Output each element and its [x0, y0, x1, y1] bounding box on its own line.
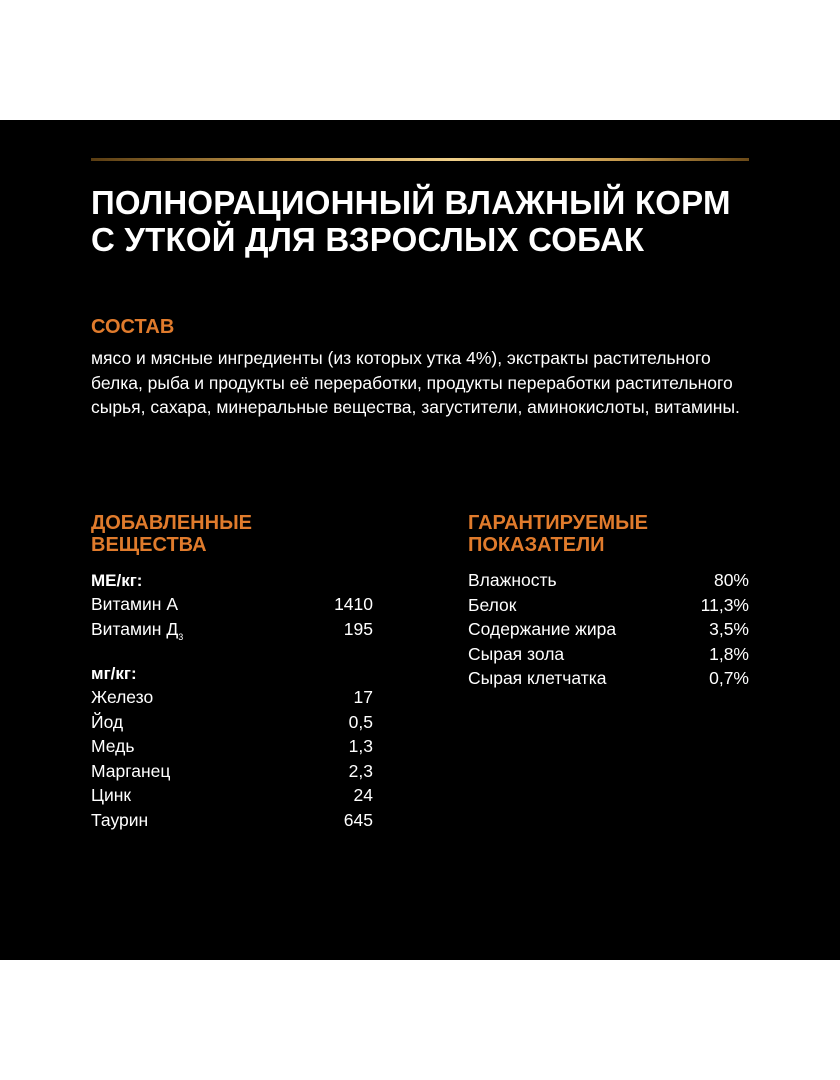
item-value: 0,7%	[709, 668, 749, 688]
item-value: 1410	[334, 594, 373, 614]
list-item	[91, 710, 373, 735]
list-item	[91, 734, 373, 759]
guaranteed-values-heading-line-1: ГАРАНТИРУЕМЫЕ	[468, 512, 649, 534]
guaranteed-values-heading	[468, 512, 728, 556]
item-value: 195	[343, 618, 373, 639]
item-value: 17	[353, 687, 373, 707]
item-name-subscript: 3	[178, 631, 184, 642]
item-value: 11,3%	[700, 594, 749, 615]
list-item	[91, 685, 373, 710]
me-per-kg-label: МЕ/кг:	[91, 571, 143, 590]
item-name: Марганец	[91, 760, 171, 781]
gold-divider	[91, 158, 749, 161]
composition-text: мясо и мясные ингредиенты (из которых утка 4%), экстракты растительного белка, рыба и продукты её переработки, продукты переработки растительного сырья, сахара, минеральные вещества, загустители, аминокислоты, витамины.	[91, 348, 740, 417]
item-name: Медь	[91, 736, 135, 756]
list-item	[91, 759, 373, 784]
item-name	[91, 617, 183, 642]
product-title-line-1: ПОЛНОРАЦИОННЫЙ ВЛАЖНЫЙ КОРМ	[91, 184, 731, 221]
item-value: 3,5%	[709, 619, 749, 639]
added-substances-heading-line-2: ВЕЩЕСТВА	[91, 534, 207, 556]
composition-heading: СОСТАВ	[91, 316, 175, 338]
list-item	[468, 568, 749, 593]
mg-per-kg-list	[91, 685, 373, 832]
guaranteed-values-list	[468, 568, 749, 691]
mg-per-kg-label: мг/кг:	[91, 664, 137, 683]
item-value: 80%	[713, 570, 749, 590]
item-name: Цинк	[91, 785, 132, 805]
item-value: 24	[353, 785, 373, 805]
list-item	[91, 783, 373, 808]
added-substances-heading	[91, 512, 351, 556]
guaranteed-values-heading-line-2: ПОКАЗАТЕЛИ	[468, 534, 605, 556]
item-name: Белок	[468, 594, 517, 615]
item-value: 2,3	[348, 760, 373, 781]
item-name-text: Витамин Д	[91, 618, 179, 639]
product-info-panel	[0, 120, 840, 960]
item-name: Влажность	[468, 570, 557, 590]
list-item	[91, 808, 373, 833]
item-name: Железо	[91, 687, 154, 707]
item-name: Сырая зола	[468, 643, 565, 664]
item-value: 1,8%	[709, 643, 749, 664]
item-name: Витамин А	[91, 594, 179, 614]
item-value: 1,3	[348, 736, 373, 756]
list-item	[468, 617, 749, 642]
list-item	[468, 642, 749, 667]
item-value: 0,5	[348, 711, 373, 732]
item-name: Йод	[91, 711, 124, 732]
item-name: Таурин	[91, 809, 149, 830]
list-item	[468, 593, 749, 618]
list-item	[91, 617, 373, 642]
item-value: 645	[343, 809, 373, 830]
product-title	[91, 184, 791, 258]
product-title-line-2: С УТКОЙ ДЛЯ ВЗРОСЛЫХ СОБАК	[91, 221, 645, 258]
list-item	[91, 592, 373, 617]
list-item	[468, 666, 749, 691]
item-name: Содержание жира	[468, 619, 617, 639]
me-per-kg-list	[91, 592, 373, 641]
item-name: Сырая клетчатка	[468, 668, 607, 688]
added-substances-heading-line-1: ДОБАВЛЕННЫЕ	[91, 512, 252, 534]
